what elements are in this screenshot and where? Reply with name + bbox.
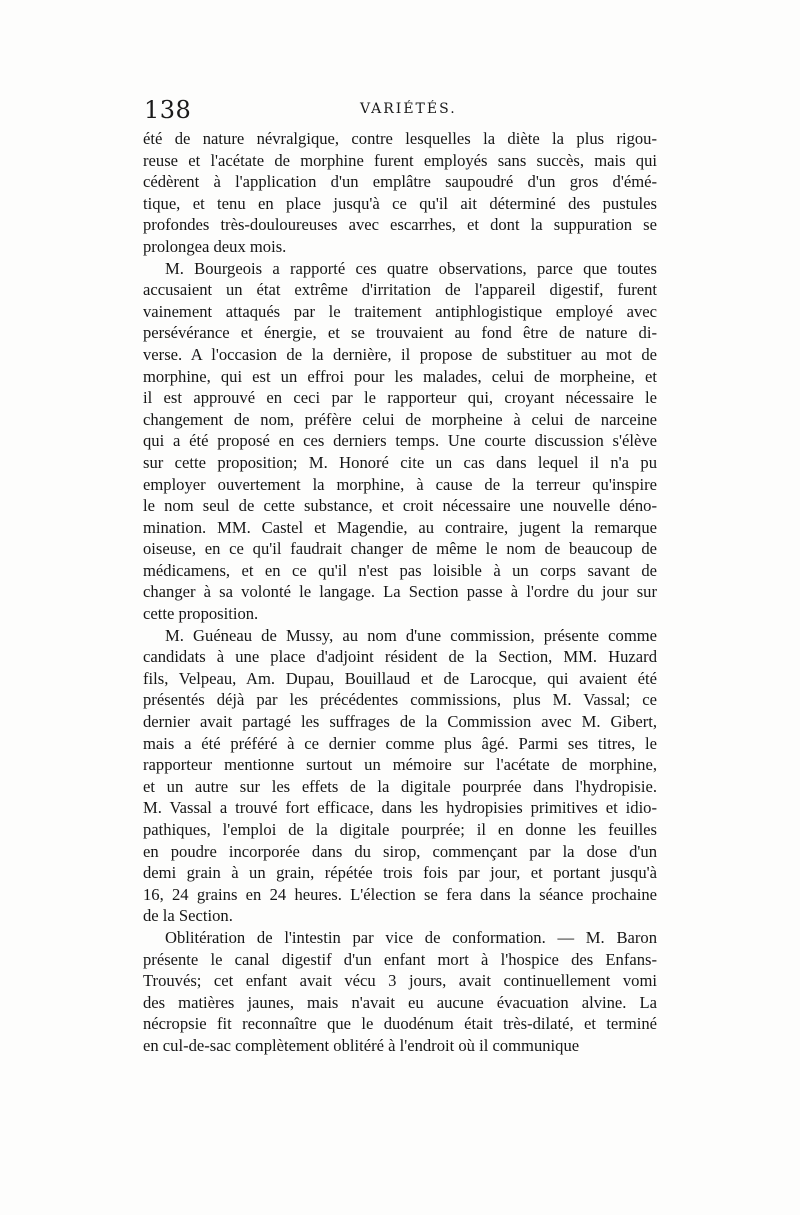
text-line: changement de nom, préfère celui de morpheine à celui de narceine [143,409,657,429]
text-line: profondes très-douloureuses avec escarrhes, et dont la suppuration se [143,215,657,235]
text-line: tique, et tenu en place jusqu'à ce qu'il ait déterminé des pustules [143,193,657,213]
text-line: mais a été préféré à ce dernier comme plus âgé. Parmi ses titres, le [143,733,657,753]
paragraph [143,927,657,1057]
text-line: M. Vassal a trouvé fort efficace, dans les hydropisies primitives et idio- [143,798,657,818]
paragraph [143,258,657,625]
text-line: M. Bourgeois a rapporté ces quatre observations, parce que toutes [165,258,657,278]
text-line: présentés déjà par les précédentes commissions, plus M. Vassal; ce [143,690,657,710]
text-line: présente le canal digestif d'un enfant mort à l'hospice des Enfans- [143,949,657,969]
text-line: pathiques, l'emploi de la digitale pourprée; il en donne les feuilles [143,820,657,839]
text-line: persévérance et énergie, et se trouvaient au fond être de nature di- [143,323,657,343]
text-line: de la Section. [143,906,233,926]
text-line: des matières jaunes, mais n'avait eu aucune évacuation alvine. La [143,992,657,1012]
text-line: employer ouvertement la morphine, à cause de la terreur qu'inspire [143,474,657,494]
text-line: fils, Velpeau, Am. Dupau, Bouillaud et de Larocque, qui avaient été [143,668,657,688]
text-line: mination. MM. Castel et Magendie, au contraire, jugent la remarque [143,517,657,537]
text-line: été de nature névralgique, contre lesquelles la diète la plus rigou- [143,129,657,148]
text-line: Trouvés; cet enfant avait vécu 3 jours, avait continuellement vomi [143,971,657,991]
text-line: prolongea deux mois. [143,236,287,256]
text-line: oiseuse, en ce qu'il faudrait changer de même le nom de beaucoup de [143,539,657,559]
text-line: M. Guéneau de Mussy, au nom d'une commission, présente comme [165,625,657,645]
text-line: cette proposition. [143,604,259,624]
text-line: en cul-de-sac complètement oblitéré à l'endroit où il communique [143,1035,580,1055]
text-line: accusaient un état extrême d'irritation de l'appareil digestif, furent [143,280,657,300]
text-line: 16, 24 grains en 24 heures. L'élection se fera dans la séance prochaine [143,884,657,904]
page-header [144,96,656,124]
text-line: reuse et l'acétate de morphine furent employés sans succès, mais qui [143,150,657,170]
running-head: VARIÉTÉS. [360,101,457,117]
text-line: Oblitération de l'intestin par vice de conformation. — M. Baron [165,927,657,947]
text-line: demi grain à un grain, répétée trois fois par jour, et portant jusqu'à [143,863,657,883]
text-line: sur cette proposition; M. Honoré cite un cas dans lequel il n'a pu [143,452,657,472]
text-line: morphine, qui est un effroi pour les malades, celui de morpheine, et [143,366,657,386]
text-line: et un autre sur les effets de la digitale pourprée dans l'hydropisie. [143,776,657,796]
paragraph [143,128,657,258]
text-line: le nom seul de cette substance, et croit nécessaire une nouvelle déno- [143,496,657,516]
body-text [143,128,657,1057]
text-line: candidats à une place d'adjoint résident de la Section, MM. Huzard [143,647,657,667]
text-line: qui a été proposé en ces derniers temps. Une courte discussion s'élève [143,431,657,451]
text-line: verse. A l'occasion de la dernière, il propose de substituer au mot de [143,344,657,364]
text-line: dernier avait partagé les suffrages de la Commission avec M. Gibert, [143,712,657,732]
text-line: changer à sa volonté le langage. La Section passe à l'ordre du jour sur [143,582,657,602]
text-line: cédèrent à l'application d'un emplâtre saupoudré d'un gros d'émé- [143,172,657,192]
text-line: nécropsie fit reconnaître que le duodénum était très-dilaté, et terminé [143,1014,657,1034]
text-line: rapporteur mentionne surtout un mémoire sur l'acétate de morphine, [143,755,657,775]
page-number: 138 [144,96,192,124]
text-line: en poudre incorporée dans du sirop, commençant par la dose d'un [143,841,657,861]
text-line: médicamens, et en ce qu'il n'est pas loisible à un corps savant de [143,560,657,580]
text-line: il est approuvé en ceci par le rapporteur qui, croyant nécessaire le [143,388,657,408]
text-line: vainement attaqués par le traitement antiphlogistique employé avec [143,301,657,321]
paragraph [143,625,657,927]
